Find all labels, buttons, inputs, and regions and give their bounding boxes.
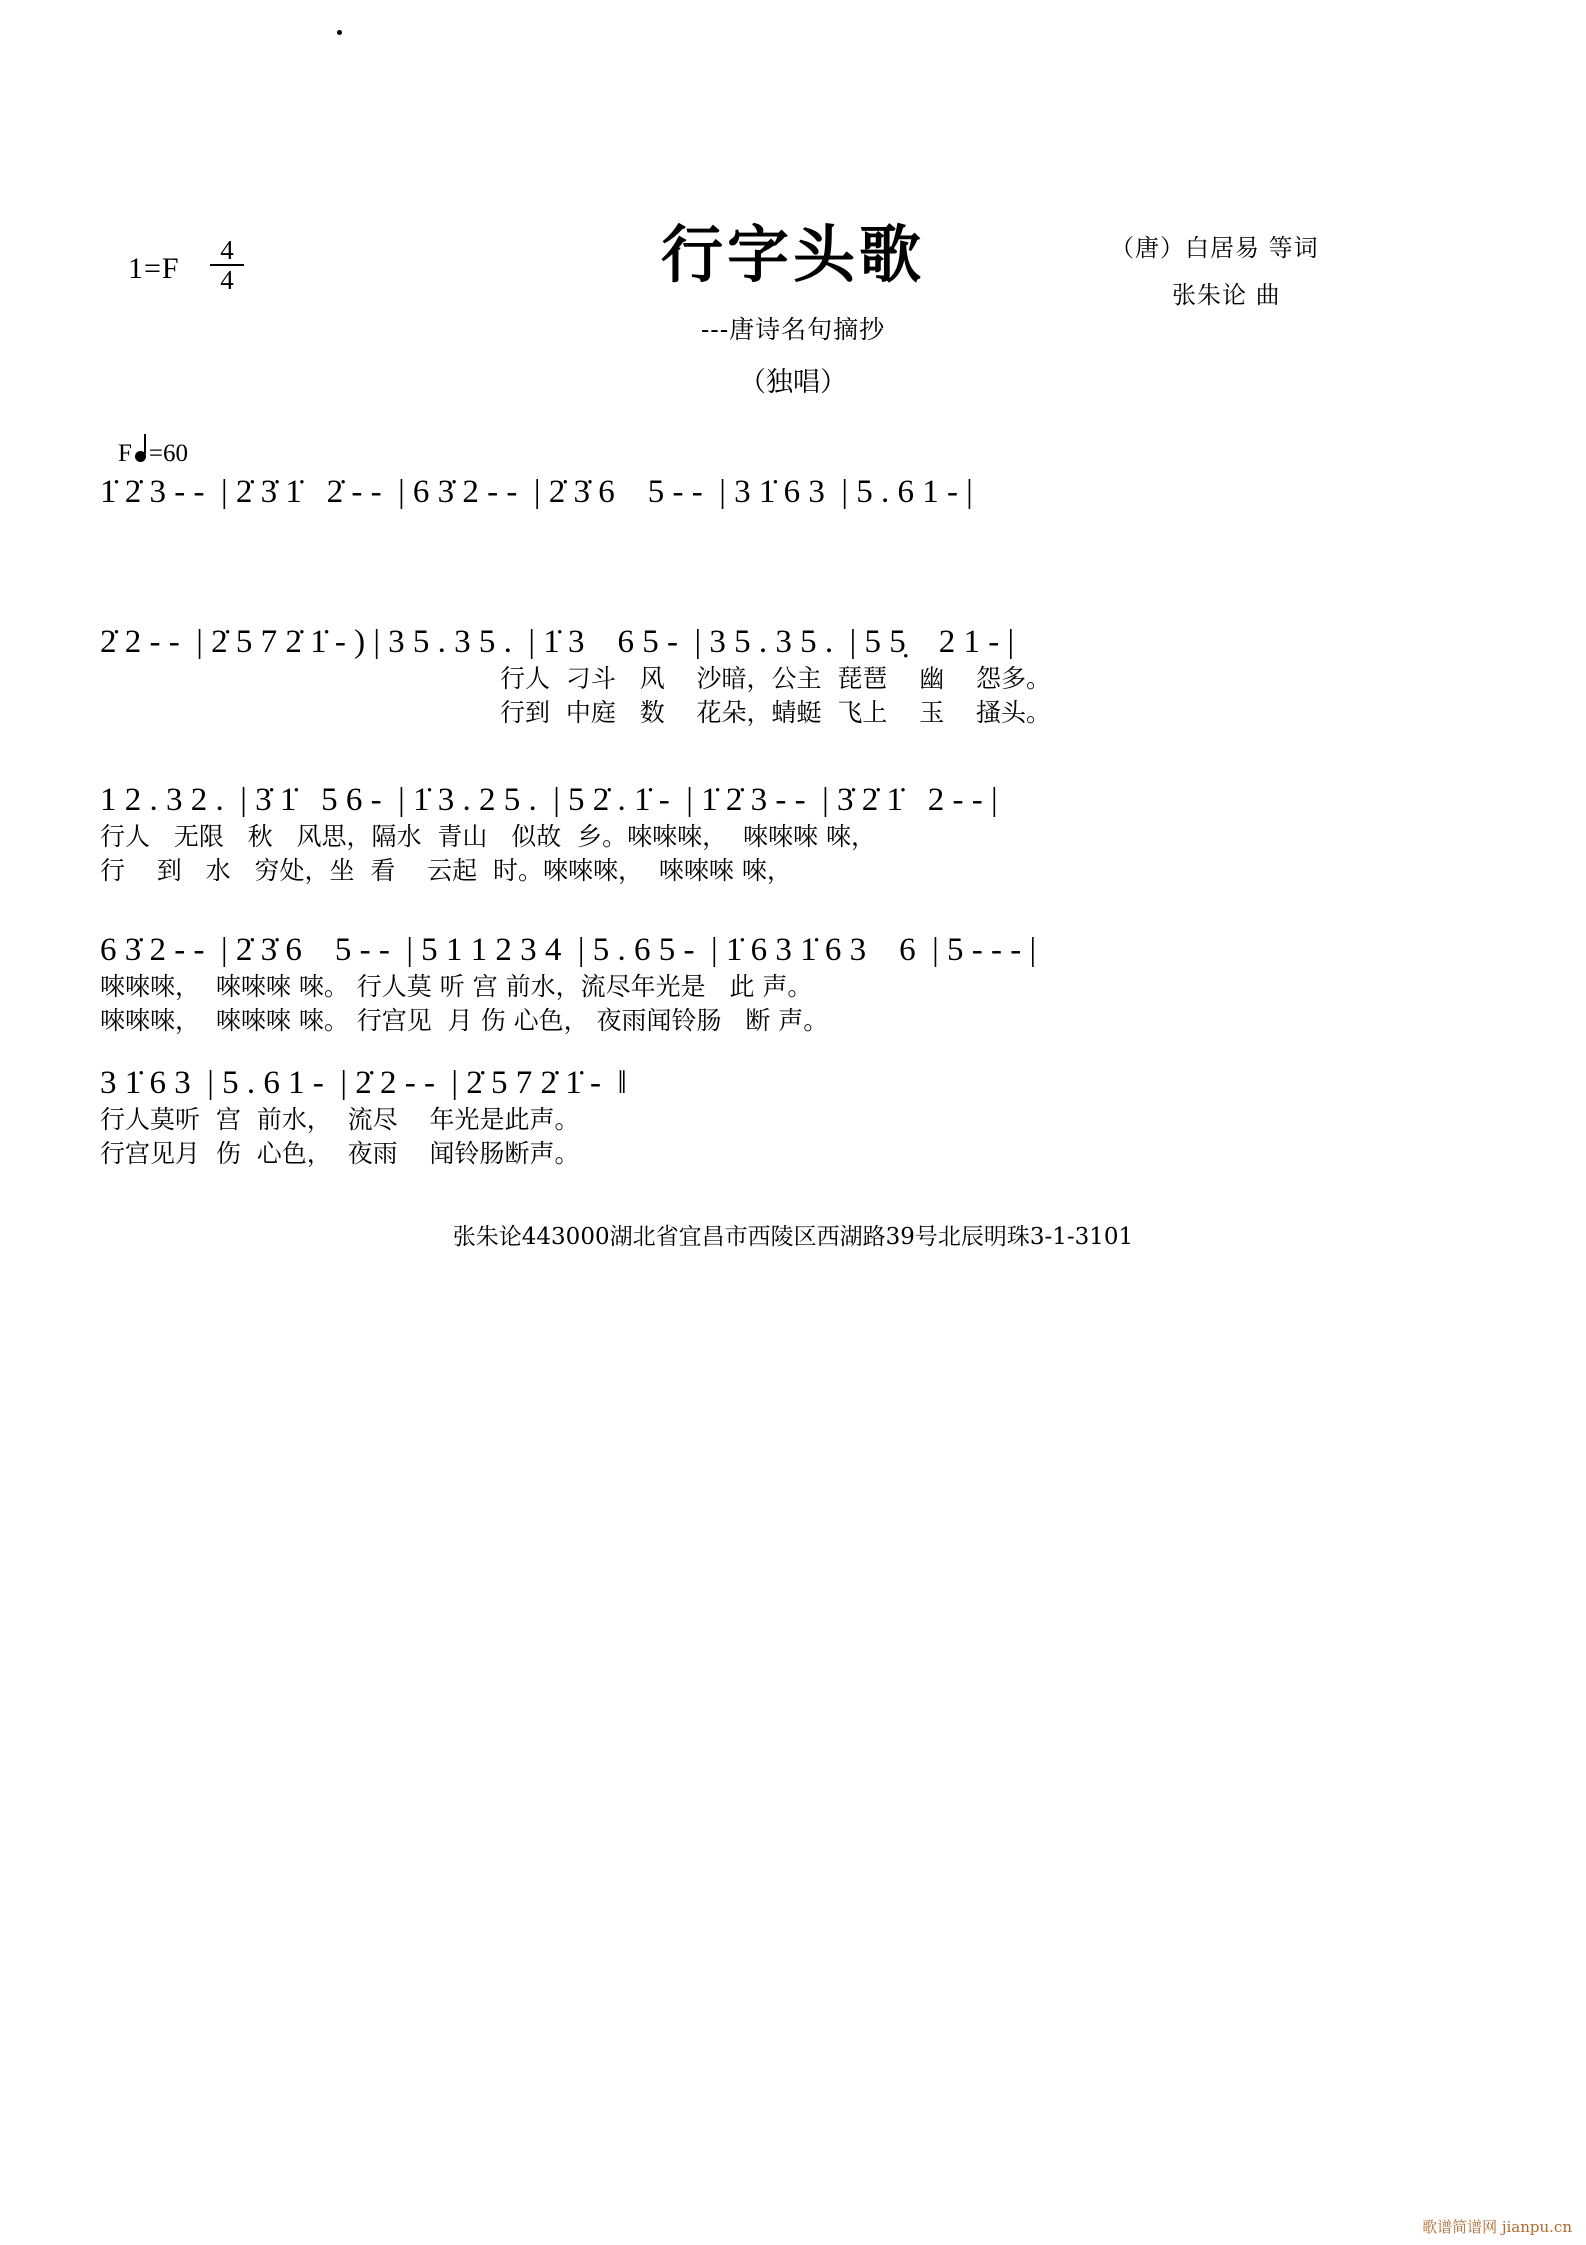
notation-row: 1 2 . 3 2 . | 3̇ 1̇ 5 6 - | 1̇ 3 . 2 5 . | 5 2̇ . 1̇ - | 1̇ 2̇ 3 - - | 3̇ 2̇ 1̇ 2 - - |	[100, 782, 998, 818]
notation-row: 3 1̇ 6 3 | 5 . 6 1 - | 2̇ 2 - - | 2̇ 5 7 2̇ 1̇ - ‖	[100, 1065, 627, 1101]
staff-line-3	[100, 780, 1500, 888]
lyric-verse-1: 唻唻唻， 唻唻唻 唻。 行人莫 听 宫 前水，流尽年光是 此 声。	[100, 972, 813, 1001]
credit-composer: 张朱论 曲	[1172, 281, 1281, 309]
lyric-verse-2: 行到 中庭 数 花朵，蜻蜓 飞上 玉 搔头。	[500, 698, 1051, 727]
lyric-verse-1: 行人莫听 宫 前水， 流尽 年光是此声。	[100, 1105, 580, 1134]
notation-row: 1̇ 2̇ 3 - - | 2̇ 3̇ 1̇ 2̇ - - | 6 3̇ 2 - - | 2̇ 3̇ 6 5 - - | 3 1̇ 6 3 | 5 . 6 1 - |	[100, 474, 973, 510]
note-stem-icon	[144, 434, 146, 454]
tempo-value: =60	[148, 440, 189, 467]
page-title: 行字头歌	[660, 218, 925, 291]
time-signature-denominator: 4	[210, 264, 244, 294]
tempo-prefix: F	[118, 440, 132, 467]
staff-line-2	[100, 622, 1500, 730]
page-dot-mark	[337, 30, 342, 35]
page-subtitle-performance: （独唱）	[739, 367, 847, 398]
site-watermark: 歌谱简谱网 jianpu.cn	[1422, 2218, 1572, 2236]
notation-row: 2̇ 2 - - | 2̇ 5 7 2̇ 1̇ - ) | 3 5 . 3 5 . | 1̇ 3 6 5 - | 3 5 . 3 5 . | 5 5̣ 2 1 - |	[100, 624, 1015, 660]
notation-row: 6 3̇ 2 - - | 2̇ 3̇ 6 5 - - | 5 1 1 2 3 4 | 5 . 6 5 - | 1̇ 6 3 1̇ 6 3 6 | 5 - - - |	[100, 932, 1037, 968]
key-signature: 1=F	[128, 252, 180, 285]
tempo-marking	[118, 440, 188, 468]
page-subtitle: ---唐诗名句摘抄	[700, 315, 886, 344]
lyric-verse-1: 行人 无限 秋 风思，隔水 青山 似故 乡。唻唻唻， 唻唻唻 唻，	[100, 822, 876, 851]
lyric-verse-2: 行 到 水 穷处，坐 看 云起 时。唻唻唻， 唻唻唻 唻，	[100, 856, 792, 885]
staff-line-1	[100, 472, 1500, 512]
staff-line-4	[100, 930, 1500, 1038]
credit-lyricist: （唐）白居易 等词	[1110, 234, 1319, 262]
time-signature-numerator: 4	[220, 235, 234, 265]
footer-address: 张朱论443000湖北省宜昌市西陵区西湖路39号北辰明珠3-1-3101	[452, 1224, 1134, 1250]
lyric-verse-2: 唻唻唻， 唻唻唻 唻。 行宫见 月 伤 心色， 夜雨闻铃肠 断 声。	[100, 1006, 829, 1035]
lyric-verse-2: 行宫见月 伤 心色， 夜雨 闻铃肠断声。	[100, 1139, 580, 1168]
lyric-verse-1: 行人 刁斗 风 沙暗，公主 琵琶 幽 怨多。	[500, 664, 1051, 693]
staff-line-5	[100, 1063, 1500, 1171]
